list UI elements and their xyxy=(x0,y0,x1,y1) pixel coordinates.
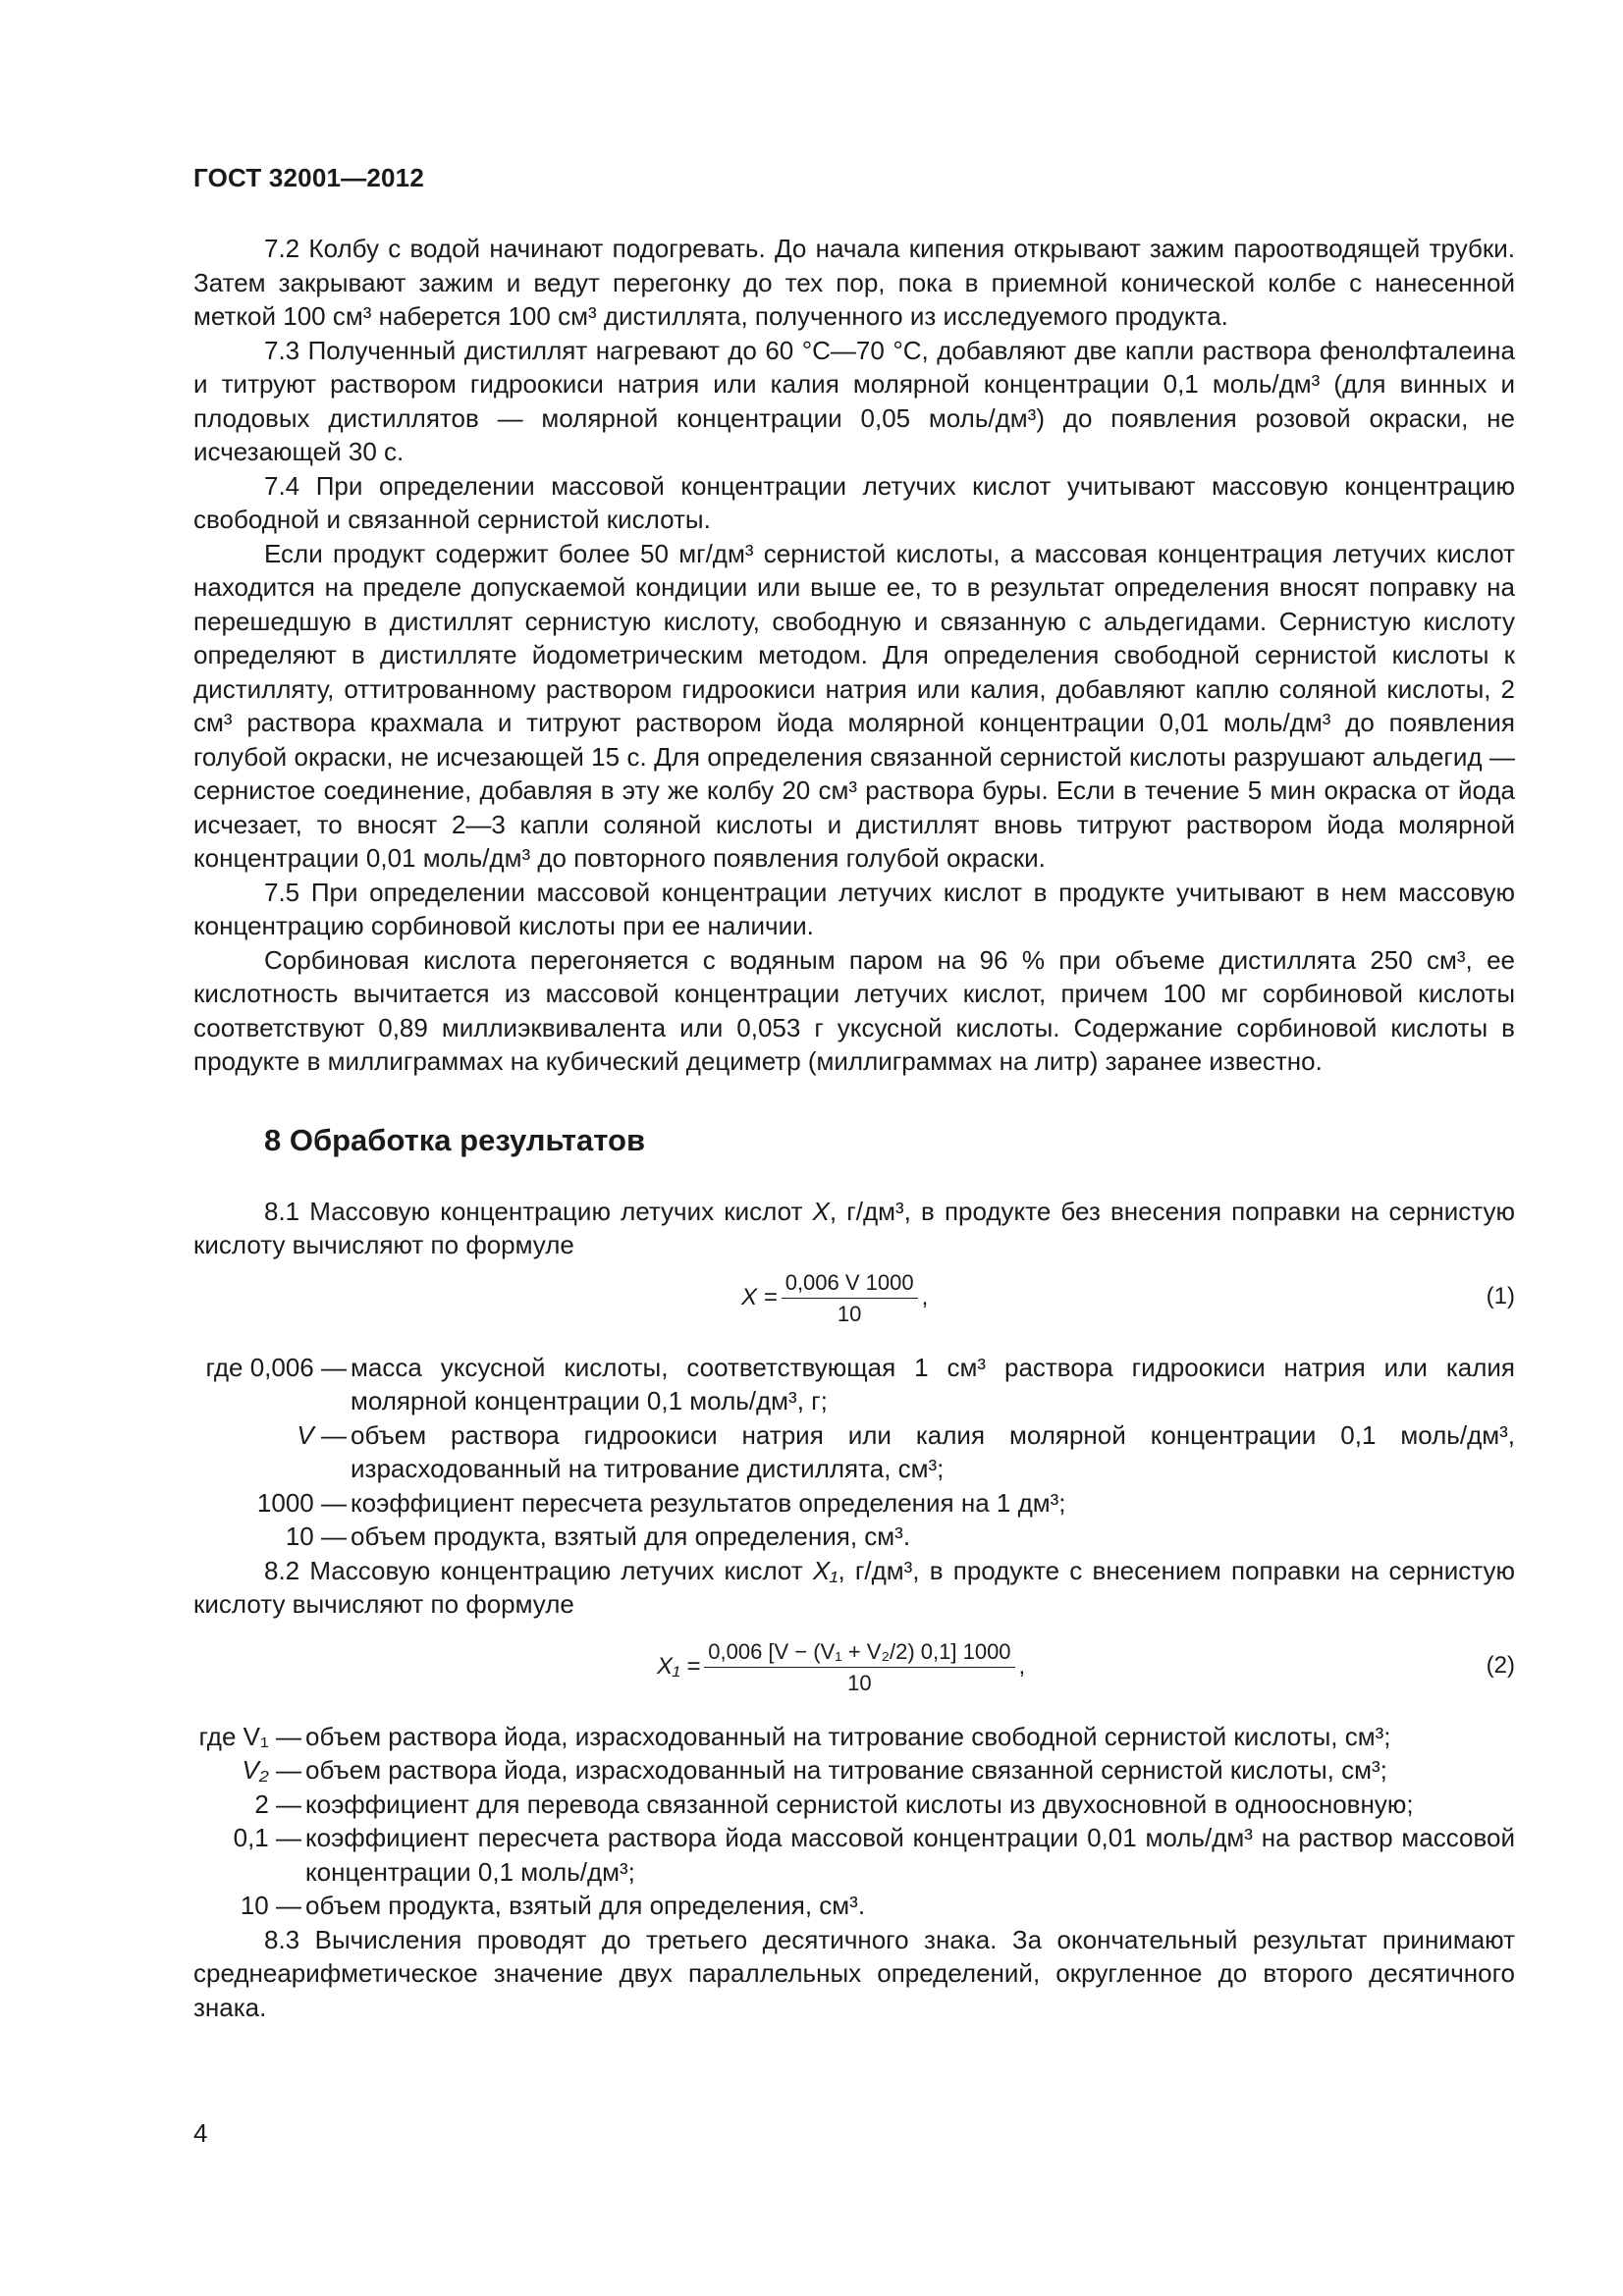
formula-1-lhs: X = xyxy=(741,1284,778,1311)
paragraph-8-1-lead: 8.1 Массовую концентрацию летучих кислот xyxy=(264,1196,813,1226)
legend-text: коэффициент пересчета результатов определения на 1 дм³; xyxy=(351,1487,1066,1518)
formula-1-legend xyxy=(193,1351,1515,1554)
legend-symbol: 10 — xyxy=(240,1891,301,1920)
legend-row xyxy=(193,1753,1515,1788)
legend-row xyxy=(193,1720,1515,1754)
paragraph-8-1 xyxy=(193,1195,1515,1262)
legend-row xyxy=(193,1889,1515,1923)
paragraph-7-4-cont: Если продукт содержит более 50 мг/дм³ сернистой кислоты, а массовая концентрация летучих кислот находится на пределе допускаемой кондиции или выше ее, то в результат определения вносят поправку на перешедшую в дистиллят сернистую кислоту, свободную и связанную с альдегидами. Сернистую кислоту определяют в дистилляте йодометрическим методом. Для определения свободной сернистой кислоты к дистилляту, оттитрованному раствором гидроокиси натрия или калия, добавляют каплю соляной кислоты, 2 см³ раствора крахмала и титруют раствором йода молярной концентрации 0,01 моль/дм³ до появления голубой окраски, не исчезающей 15 с. Для определения связанной сернистой кислоты разрушают альдегид — сернистое соединение, добавляя в эту же колбу 20 см³ раствора буры. Если в течение 5 мин окраска от йода исчезает, то вносят 2—3 капли соляной кислоты и дистиллят вновь титруют раствором йода молярной концентрации 0,01 моль/дм³ до повторного появления голубой окраски. xyxy=(193,538,1515,873)
formula-2 xyxy=(193,1635,1515,1700)
legend-symbol: 1000 — xyxy=(256,1487,347,1518)
legend-symbol: V — xyxy=(297,1419,347,1450)
paragraph-8-2-rest: , г/дм³, в продукте с внесением поправки на сернистую кислоту вычисляют по формуле xyxy=(193,1555,1515,1619)
paragraph-8-2-lead: 8.2 Массовую концентрацию летучих кислот xyxy=(264,1555,813,1585)
legend-symbol: где V₁ — xyxy=(198,1721,301,1751)
page-number: 4 xyxy=(193,2118,208,2148)
formula-1 xyxy=(193,1266,1515,1331)
legend-text: объем продукта, взятый для определения, см³. xyxy=(305,1891,866,1920)
legend-row xyxy=(193,1520,1515,1554)
formula-1-number: (1) xyxy=(1486,1282,1515,1309)
legend-text: объем раствора гидроокиси натрия или калия молярной концентрации 0,1 моль/дм³, израсходованный на титрование дистиллята, см³; xyxy=(351,1419,1515,1483)
paragraph-7-5-cont: Сорбиновая кислота перегоняется с водяным паром на 96 % при объеме дистиллята 250 см³, ее кислотность вычитается из массовой концентрации летучих кислот, причем 100 мг сорбиновой кислоты соответствуют 0,89 миллиэквивалента или 0,053 г уксусной кислоты. Содержание сорбиновой кислоты в продукте в миллиграммах на кубический дециметр (миллиграммах на литр) заранее известно. xyxy=(193,944,1515,1076)
formula-2-denominator: 10 xyxy=(847,1670,872,1695)
legend-row xyxy=(193,1418,1515,1486)
paragraph-8-1-rest: , г/дм³, в продукте без внесения поправки на сернистую кислоту вычисляют по формуле xyxy=(193,1196,1515,1259)
formula-1-expression xyxy=(741,1266,928,1331)
paragraph-7-2: 7.2 Колбу с водой начинают подогревать. До начала кипения открывают зажим пароотводящей трубки. Затем закрывают зажим и ведут перегонку до тех пор, пока в приемной конической колбе с нанесенной меткой 100 см³ наберется 100 см³ дистиллята, полученного из исследуемого продукта. xyxy=(193,234,1515,331)
section-8-title: 8 Обработка результатов xyxy=(264,1122,646,1157)
formula-2-numerator: 0,006 [V − (V₁ + V₂/2) 0,1] 1000 xyxy=(704,1639,1014,1668)
paragraph-8-2 xyxy=(193,1554,1515,1622)
paragraph-8-3: 8.3 Вычисления проводят до третьего десятичного знака. За окончательный результат принимают среднеарифметическое значение двух параллельных определений, округленное до второго десятичного знака. xyxy=(193,1924,1515,2022)
legend-row xyxy=(193,1821,1515,1889)
formula-2-lhs: X₁ = xyxy=(657,1653,701,1681)
formula-1-numerator: 0,006 V 1000 xyxy=(782,1270,918,1299)
legend-text: коэффициент пересчета раствора йода массовой концентрации 0,01 моль/дм³ на раствор массовой концентрации 0,1 моль/дм³; xyxy=(305,1823,1515,1887)
formula-1-denominator: 10 xyxy=(837,1301,862,1326)
variable-x: X xyxy=(812,1196,830,1226)
legend-text: объем раствора йода, израсходованный на титрование связанной сернистой кислоты, см³; xyxy=(305,1755,1387,1785)
paragraph-7-3: 7.3 Полученный дистиллят нагревают до 60 °С—70 °С, добавляют две капли раствора фенолфталеина и титруют раствором гидроокиси натрия или калия молярной концентрации 0,1 моль/дм³ (для винных и плодовых дистиллятов — молярной концентрации 0,05 моль/дм³) до появления розовой окраски, не исчезающей 30 с. xyxy=(193,335,1515,466)
legend-row xyxy=(193,1486,1515,1521)
formula-2-number: (2) xyxy=(1486,1651,1515,1679)
paragraph-7-5: 7.5 При определении массовой концентрации летучих кислот в продукте учитывают в нем массовую концентрацию сорбиновой кислоты при ее наличии. xyxy=(193,877,1515,940)
formula-2-legend xyxy=(193,1720,1515,1923)
legend-row xyxy=(193,1788,1515,1822)
legend-row xyxy=(193,1351,1515,1418)
legend-text: коэффициент для перевода связанной сернистой кислоты из двухосновной в одноосновную; xyxy=(305,1789,1414,1819)
legend-symbol: V₂ — xyxy=(242,1755,301,1785)
legend-text: объем раствора йода, израсходованный на титрование свободной сернистой кислоты, см³; xyxy=(305,1721,1391,1751)
legend-symbol: 0,1 — xyxy=(233,1823,301,1852)
formula-1-tail: , xyxy=(921,1284,929,1311)
legend-symbol: 10 — xyxy=(285,1522,347,1551)
formula-1-fraction xyxy=(782,1270,918,1327)
formula-2-fraction xyxy=(704,1639,1014,1696)
legend-symbol: 2 — xyxy=(254,1789,301,1819)
paragraph-7-4: 7.4 При определении массовой концентрации летучих кислот учитывают массовую концентрацию свободной и связанной сернистой кислоты. xyxy=(193,470,1515,534)
formula-2-tail: , xyxy=(1018,1653,1026,1681)
legend-text: масса уксусной кислоты, соответствующая 1 см³ раствора гидроокиси натрия или калия молярной концентрации 0,1 моль/дм³, г; xyxy=(351,1352,1515,1415)
variable-x1: X₁ xyxy=(812,1555,839,1585)
page-content xyxy=(193,232,1515,2024)
legend-symbol: где 0,006 — xyxy=(205,1352,347,1382)
formula-2-expression xyxy=(657,1635,1025,1700)
legend-text: объем продукта, взятый для определения, см³. xyxy=(351,1522,911,1551)
document-header: ГОСТ 32001—2012 xyxy=(193,163,424,192)
